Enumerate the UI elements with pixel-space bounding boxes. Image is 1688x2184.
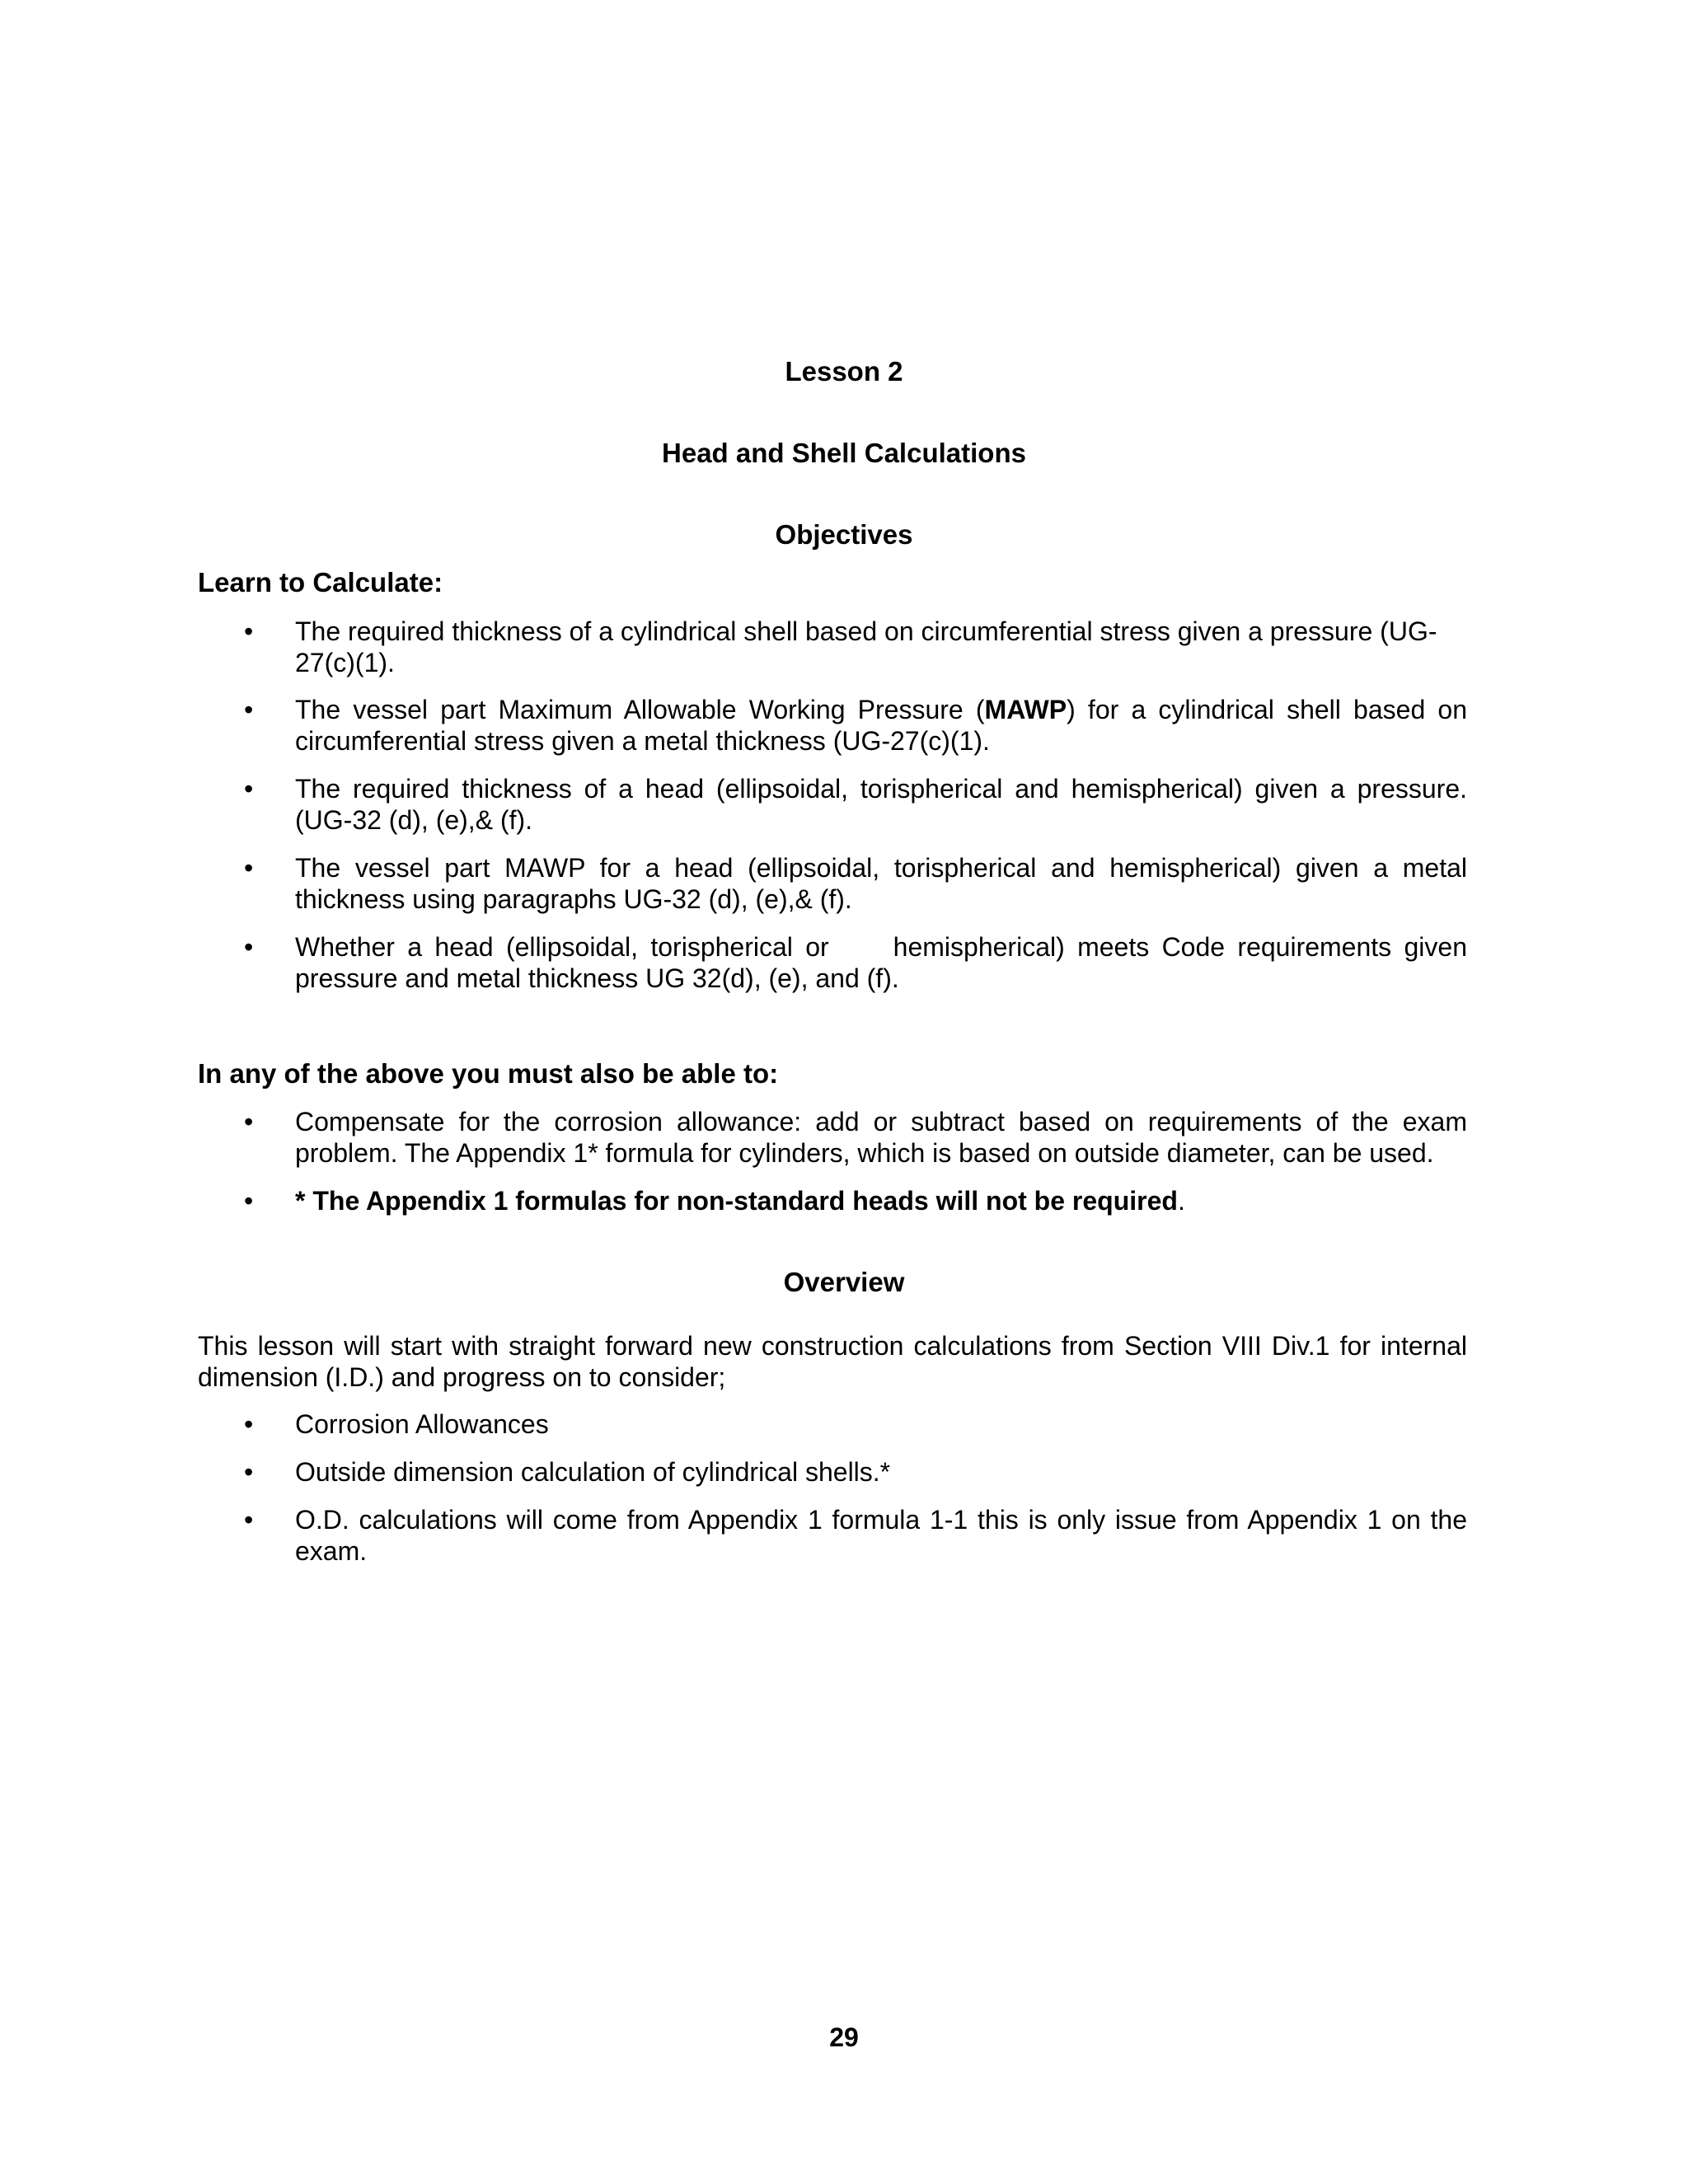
objective-item-2-text: [295, 694, 1467, 757]
objective-item-2: [198, 694, 1467, 757]
mawp-term: MAWP: [984, 695, 1067, 724]
overview-paragraph: This lesson will start with straight forward new construction calculations from Section VIII Div.1 for internal dimension (I.D.) and progress on to consider;: [198, 1331, 1467, 1392]
lesson-title: Lesson 2: [785, 356, 903, 387]
lesson-subtitle: Head and Shell Calculations: [662, 438, 1026, 468]
bullet-icon: •: [244, 616, 254, 646]
objectives-heading: Objectives: [775, 519, 913, 550]
bullet-icon: •: [244, 1107, 254, 1137]
objective-item-3-text: The required thickness of a head (ellipsoidal, torispherical and hemispherical) given a pressure. (UG-32 (d), (e),& (f).: [295, 774, 1467, 835]
learn-to-calculate-label: Learn to Calculate:: [198, 567, 443, 598]
overview-item-1-text: Corrosion Allowances: [295, 1409, 549, 1439]
bullet-icon: •: [244, 1409, 254, 1439]
bullet-icon: •: [244, 932, 254, 962]
overview-item-2: [198, 1456, 1467, 1488]
page-number: 29: [829, 2022, 859, 2052]
bullet-icon: •: [244, 695, 254, 724]
bullet-icon: •: [244, 1505, 254, 1535]
overview-heading: Overview: [783, 1267, 905, 1297]
overview-item-2-text: Outside dimension calculation of cylindrical shells.*: [295, 1457, 891, 1487]
overview-item-3-text: O.D. calculations will come from Appendix 1 formula 1-1 this is only issue from Appendix 1 on the exam.: [295, 1505, 1467, 1566]
objective-item-2-text-end: ) for a cylindrical shell based on circumferential stress given a metal thickness (UG-27(c)(1).: [295, 695, 1467, 756]
objective-item-4-text: The vessel part MAWP for a head (ellipsoidal, torispherical and hemispherical) given a metal thickness using paragraphs UG-32 (d), (e),& (f).: [295, 853, 1467, 914]
objective-item-4: [198, 852, 1467, 915]
also-item-2-bold-text: * The Appendix 1 formulas for non-standard heads will not be required: [295, 1186, 1178, 1216]
objective-item-5-text-end: hemispherical) meets Code requirements given pressure and metal thickness UG 32(d), (e), and (f).: [295, 932, 1468, 993]
objective-item-3: [198, 773, 1467, 836]
objective-item-5-text: [295, 931, 1467, 994]
objective-item-5: [198, 931, 1467, 994]
also-item-2-period: .: [1177, 1186, 1185, 1216]
objective-item-1: [198, 616, 1467, 678]
also-item-2-text: [295, 1185, 1467, 1216]
also-item-1: [198, 1106, 1467, 1169]
also-able-label: In any of the above you must also be able to:: [198, 1058, 779, 1089]
overview-item-3: [198, 1504, 1467, 1567]
bullet-icon: •: [244, 774, 254, 804]
objective-item-2-text-start: The vessel part Maximum Allowable Working Pressure (: [295, 695, 985, 724]
objective-item-1-text: The required thickness of a cylindrical shell based on circumferential stress given a pressure (UG-27(c)(1).: [295, 616, 1437, 677]
bullet-icon: •: [244, 1186, 254, 1216]
bullet-icon: •: [244, 853, 254, 883]
bullet-icon: •: [244, 1457, 254, 1487]
also-item-2: [198, 1185, 1467, 1216]
overview-item-1: [198, 1408, 1467, 1440]
objective-item-5-text-start: Whether a head (ellipsoidal, torispherical or: [295, 932, 829, 962]
also-item-1-text: Compensate for the corrosion allowance: add or subtract based on requirements of the exam problem. The Appendix 1* formula for cylinders, which is based on outside diameter, can be used.: [295, 1107, 1467, 1168]
